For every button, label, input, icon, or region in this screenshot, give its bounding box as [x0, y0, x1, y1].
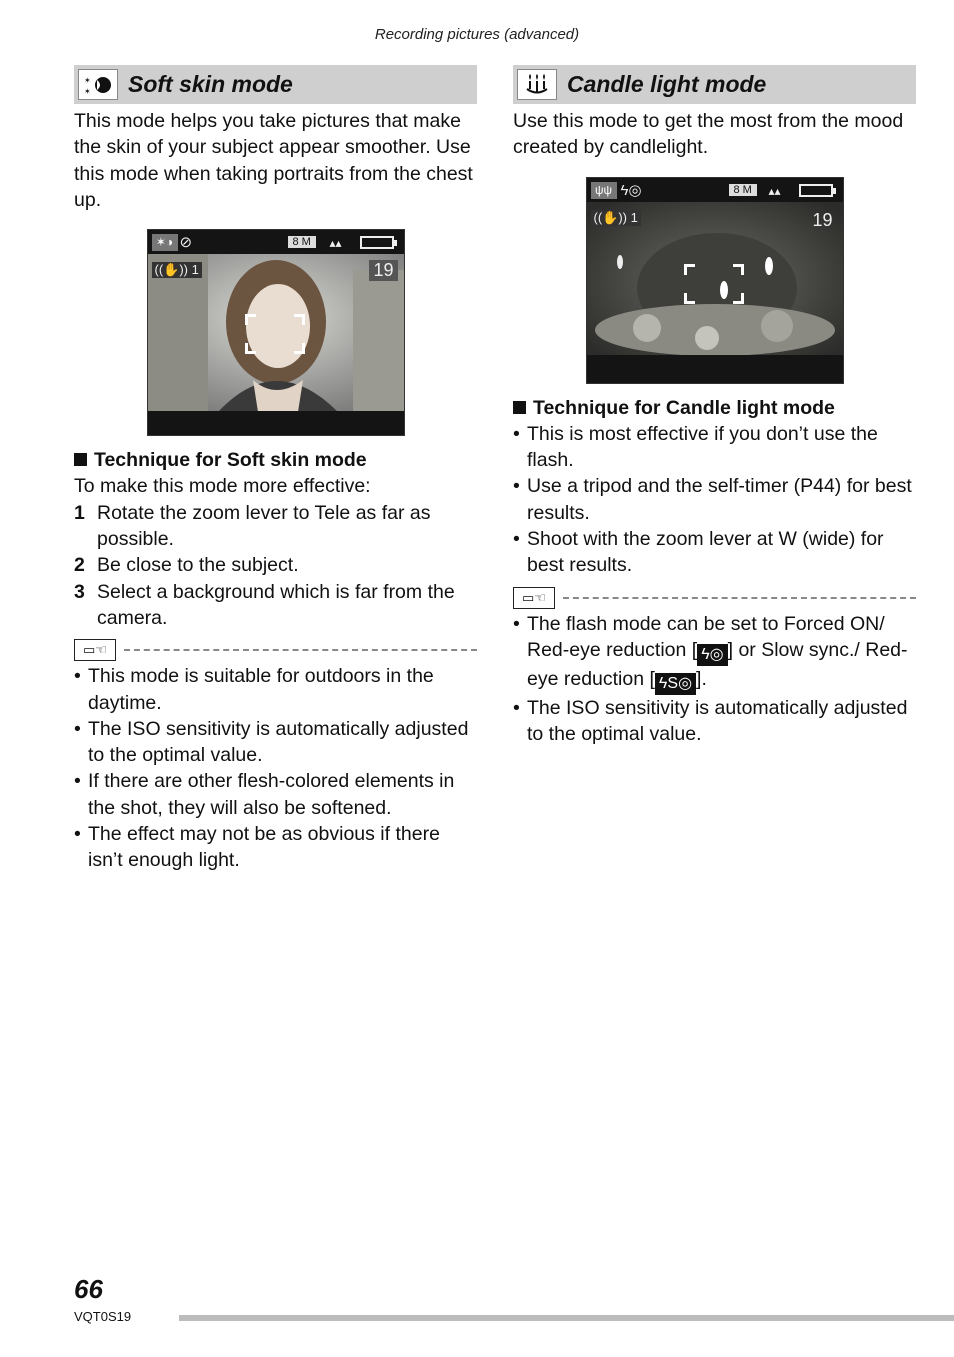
slow-sync-redeye-icon: ϟS◎: [655, 673, 696, 695]
section-header: [513, 65, 916, 104]
focus-frame: [684, 264, 744, 304]
list-item: • The effect may not be as obvious if there isn’t enough light.: [74, 821, 477, 874]
list-item: • Shoot with the zoom lever at W (wide) for best results.: [513, 526, 916, 579]
svg-text:✶: ✶: [84, 86, 91, 96]
memo-icon: ▭☜: [74, 639, 116, 661]
technique-tips: [513, 421, 916, 579]
list-item: • If there are other flesh-colored elements in the shot, they will also be softened.: [74, 768, 477, 821]
battery-icon: [799, 184, 833, 197]
technique-heading: Technique for Candle light mode: [513, 395, 916, 421]
document-code: VQT0S19: [74, 1309, 132, 1324]
list-item: 2 Be close to the subject.: [74, 554, 299, 577]
intro-text: Use this mode to get the most from the mood created by candlelight.: [513, 110, 904, 159]
list-item: • This is most effective if you don’t use the flash.: [513, 421, 916, 474]
shots-remaining: 19: [369, 260, 397, 281]
resolution-badge: 8 M: [288, 236, 316, 248]
memo-icon: ▭☜: [513, 587, 555, 609]
quality-icon: ▴▴: [329, 236, 342, 251]
svg-text:✶: ✶: [84, 75, 91, 85]
flash-redeye-icon: ϟ◎: [620, 181, 642, 199]
list-item: 1 Rotate the zoom lever to Tele as far as possible.: [74, 501, 431, 551]
soft-skin-icon: [78, 69, 118, 100]
note-divider: [513, 585, 916, 611]
page-number: 66: [74, 1274, 103, 1304]
technique-intro: To make this mode more effective:: [74, 475, 371, 498]
intro-text: This mode helps you take pictures that make the skin of your subject appear smoother. Use this mode when taking portraits from the chest up.: [74, 110, 473, 211]
technique-steps: [74, 500, 477, 631]
notes-list: [74, 663, 477, 873]
list-item: • The flash mode can be set to Forced ON/ Red-eye reduction [ ϟ◎ ] or Slow sync./ Red-eye reduction [ ϟS◎ ].: [513, 611, 916, 695]
note-divider: [74, 637, 477, 663]
resolution-badge: 8 M: [729, 184, 757, 196]
square-bullet-icon: [74, 453, 87, 466]
mode-indicator-icon: ✶◑: [152, 234, 178, 251]
candle-light-section: [513, 65, 916, 748]
flash-off-icon: ⊘: [179, 234, 193, 252]
stabilizer-icon: ((✋)) 1: [591, 210, 641, 226]
battery-icon: [360, 236, 394, 249]
shots-remaining: 19: [812, 209, 833, 230]
lcd-preview-portrait: [147, 229, 405, 436]
soft-skin-section: [74, 65, 477, 874]
focus-frame: [245, 314, 305, 354]
section-title: Soft skin mode: [128, 71, 293, 97]
candle-icon: [517, 69, 557, 100]
stabilizer-icon: ((✋)) 1: [152, 262, 202, 278]
list-item: • This mode is suitable for outdoors in the daytime.: [74, 663, 477, 716]
list-item: • The ISO sensitivity is automatically adjusted to the optimal value.: [513, 695, 916, 748]
forced-on-redeye-icon: ϟ◎: [697, 644, 727, 666]
list-item: 3 Select a background which is far from the camera.: [74, 580, 455, 629]
lcd-bottom-bar: [148, 411, 404, 435]
lcd-preview-candle: [586, 177, 844, 384]
footer-rule: [179, 1315, 954, 1321]
running-head: Recording pictures (advanced): [374, 26, 580, 43]
lcd-bottom-bar: [587, 355, 843, 383]
list-item: • The ISO sensitivity is automatically adjusted to the optimal value.: [74, 716, 477, 769]
square-bullet-icon: [513, 401, 526, 414]
technique-heading: Technique for Soft skin mode: [74, 447, 477, 473]
section-title: Candle light mode: [567, 71, 767, 97]
section-header: [74, 65, 477, 104]
list-item: • Use a tripod and the self-timer (P44) for best results.: [513, 473, 916, 526]
quality-icon: ▴▴: [768, 183, 781, 198]
notes-list: [513, 611, 916, 748]
mode-indicator-icon: ψψ: [591, 182, 617, 199]
